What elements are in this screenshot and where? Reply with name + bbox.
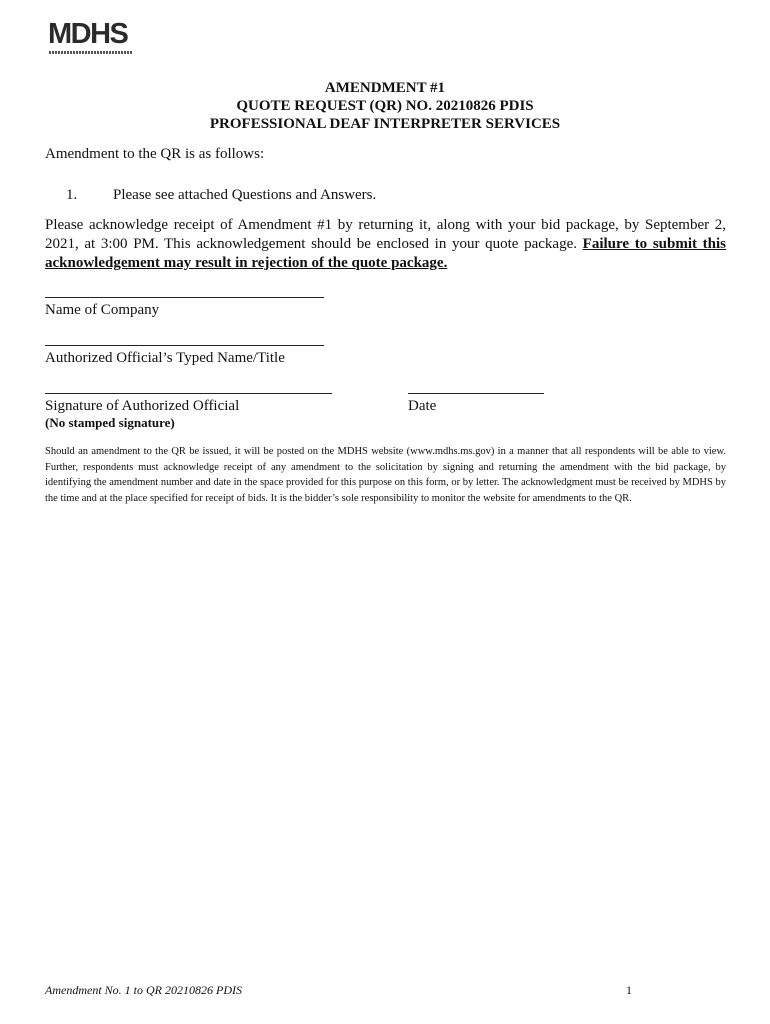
signature-label: Signature of Authorized Official (45, 398, 240, 414)
page-number: 1 (626, 983, 632, 997)
logo-tagline (49, 51, 133, 54)
item-text: Please see attached Questions and Answers. (113, 187, 377, 203)
footer-document-id: Amendment No. 1 to QR 20210826 PDIS (45, 983, 242, 997)
date-label: Date (408, 398, 437, 414)
company-name-label: Name of Company (45, 302, 160, 318)
amendment-title: AMENDMENT #1 (324, 80, 446, 96)
amendment-notice: Should an amendment to the QR be issued, it will be posted on the MDHS website (www.mdhs.ms.gov) in a manner that all respondents will be able to view. Further, respondents must acknowledge receipt of any amendment to the solicitation by signing and returning the amendment with the bid package, by identifying the amendment number and date in the space provided for this purpose on this form, or by letter. The acknowledgment must be received by MDHS by the time and at the place specified for receipt of bids. It is the bidder’s sole responsibility to monitor the website for amendments to the QR. (45, 446, 726, 504)
logo-text: MDHS (48, 18, 128, 50)
official-name-label: Authorized Official’s Typed Name/Title (45, 350, 285, 366)
official-name-line[interactable] (45, 345, 324, 346)
company-name-line[interactable] (45, 297, 324, 298)
mdhs-logo (48, 20, 134, 58)
service-title: PROFESSIONAL DEAF INTERPRETER SERVICES (209, 116, 561, 132)
acknowledgement-warning: Failure to submit this acknowledgement may result in rejection of the quote package. (45, 236, 727, 271)
intro-text: Amendment to the QR is as follows: (45, 146, 265, 162)
date-line[interactable] (408, 393, 544, 394)
acknowledgement-text: Please acknowledge receipt of Amendment #1 by returning it, along with your bid package, by September 2, 2021, at 3:00 PM. This acknowledgement should be enclosed in your quote package. (45, 217, 726, 252)
acknowledgement-paragraph (45, 216, 726, 273)
signature-line[interactable] (45, 393, 332, 394)
signature-note: (No stamped signature) (45, 415, 175, 430)
item-number: 1. (66, 187, 78, 203)
quote-request-number: QUOTE REQUEST (QR) NO. 20210826 PDIS (236, 98, 534, 114)
